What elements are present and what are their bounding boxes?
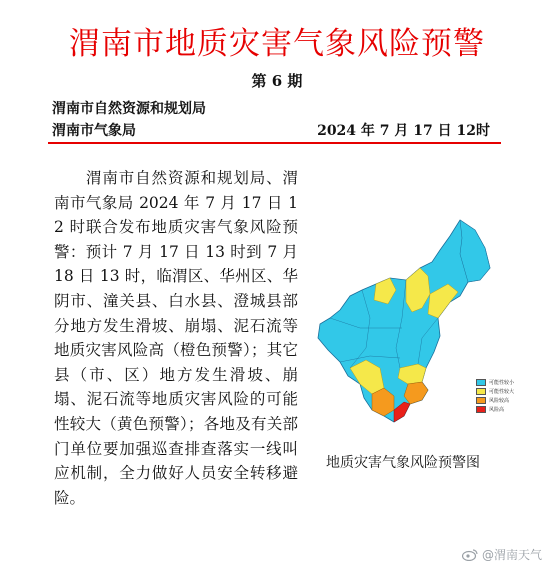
legend-item-high bbox=[476, 396, 514, 405]
issue-number: 第 6 期 bbox=[251, 72, 303, 90]
legend-label-low: 可能性较小 bbox=[489, 380, 515, 386]
issuer-resources-bureau: 渭南市自然资源和规划局 bbox=[52, 101, 206, 117]
legend-swatch-moderate bbox=[476, 388, 486, 395]
legend-swatch-very-high bbox=[476, 406, 486, 413]
legend-item-very-high bbox=[476, 405, 514, 414]
map-caption: 地质灾害气象风险预警图 bbox=[326, 455, 480, 471]
map-legend bbox=[476, 378, 514, 414]
legend-label-moderate: 可能性较大 bbox=[489, 389, 515, 395]
legend-item-low bbox=[476, 378, 514, 387]
weibo-icon bbox=[462, 548, 478, 561]
header-divider bbox=[48, 142, 501, 144]
issue-datetime: 2024 年 7 月 17 日 12时 bbox=[317, 123, 490, 139]
legend-swatch-high bbox=[476, 397, 486, 404]
watermark-text: @渭南天气 bbox=[481, 548, 542, 562]
legend-item-moderate bbox=[476, 387, 514, 396]
weibo-watermark bbox=[462, 546, 542, 563]
risk-map-svg bbox=[310, 218, 500, 428]
risk-map bbox=[310, 218, 500, 428]
map-region-orange-2 bbox=[404, 382, 428, 404]
legend-swatch-low bbox=[476, 379, 486, 386]
legend-label-high: 风险较高 bbox=[489, 398, 510, 404]
legend-label-very-high: 风险高 bbox=[489, 407, 505, 413]
warning-body-text: 渭南市自然资源和规划局、渭南市气象局 2024 年 7 月 17 日 12 时联合发布地质灾害气象风险预警：预计 7 月 17 日 13 时到 7 月 18 日 13 时，临渭区、华州区、华阴市、潼关县、白水县、澄城县部分地方发生滑坡、崩塌、泥石流等地质灾害风险高（橙色预警）；其它县（市、区）地方发生滑坡、崩塌、泥石流等地质灾害风险的可能性较大（黄色预警）；各地及有关部门单位要加强巡查排查落实一线叫应机制，全力做好人员安全转移避险。 bbox=[54, 169, 298, 507]
issuer-weather-bureau: 渭南市气象局 bbox=[52, 123, 136, 139]
document-title: 渭南市地质灾害气象风险预警 bbox=[69, 26, 485, 62]
